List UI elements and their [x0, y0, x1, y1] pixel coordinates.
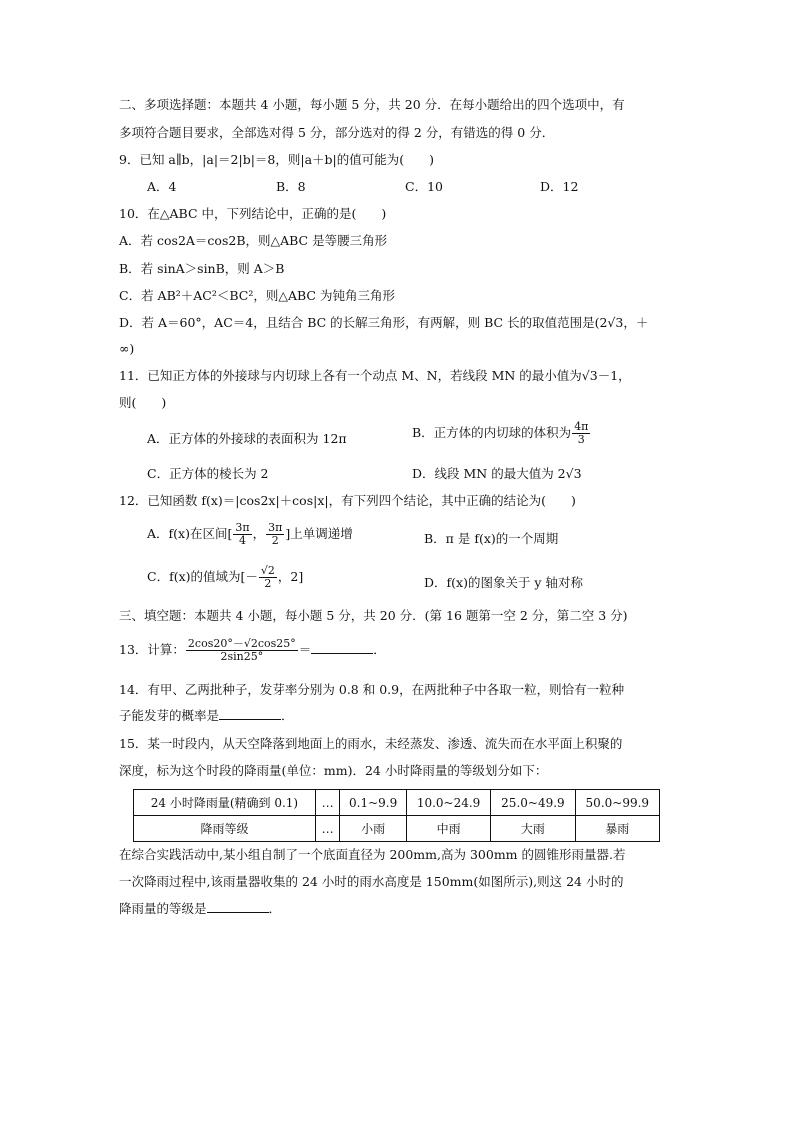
question-13: [119, 638, 386, 663]
q10-option-a: A．若 cos2A＝cos2B，则△ABC 是等腰三角形: [119, 233, 388, 248]
q12-option-c-prefix: C．f(x)的值域为[－: [147, 569, 258, 584]
question-15-line-4: 一次降雨过程中,该雨量器收集的 24 小时的雨水高度是 150mm(如图所示),则这 24 小时的: [119, 874, 624, 889]
table-cell: 50.0~99.9: [575, 790, 659, 816]
q13-equals: ＝: [298, 642, 312, 657]
table-cell: 10.0~24.9: [406, 790, 490, 816]
q11-option-d: D．线段 MN 的最大值为 2√3: [412, 466, 582, 481]
table-row: [134, 816, 660, 842]
question-15-line-2: 深度，标为这个时段的降雨量(单位：mm)．24 小时降雨量的等级划分如下：: [119, 763, 548, 778]
q12-option-a-fraction-2: [266, 522, 284, 547]
question-15-line-5: [119, 900, 281, 918]
question-11-stem-cont: 则( ): [119, 395, 167, 410]
fraction-denominator: 2: [264, 577, 272, 590]
question-15-line-1: 15．某一时段内，从天空降落到地面上的雨水，未经蒸发、渗透、流失而在水平面上积聚的: [119, 736, 623, 751]
table-cell: 暴雨: [575, 816, 659, 842]
rainfall-level-table: [133, 789, 660, 842]
q10-option-d-cont: ∞): [119, 341, 135, 356]
table-cell: 24 小时降雨量(精确到 0.1): [134, 790, 316, 816]
table-cell: …: [315, 790, 339, 816]
q14-text: 子能发芽的概率是: [119, 708, 220, 723]
q14-end: ．: [281, 708, 294, 723]
q11-option-b: [412, 421, 591, 446]
table-cell: 大雨: [491, 816, 575, 842]
q13-answer-blank[interactable]: [311, 641, 373, 654]
q12-option-c-suffix: ，2]: [277, 569, 304, 584]
fraction-denominator: 2sin25°: [220, 650, 264, 663]
q9-option-a: A．4: [147, 179, 177, 194]
q15-answer-blank[interactable]: [207, 900, 269, 913]
q10-option-d: D．若 A＝60°，AC＝4，且结合 BC 的长解三角形，有两解，则 BC 长的取值范围是(2√3，＋: [119, 315, 649, 330]
question-11-stem: 11．已知正方体的外接球与内切球上各有一个动点 M、N，若线段 MN 的最小值为√3－1，: [119, 368, 631, 383]
table-cell: …: [315, 816, 339, 842]
question-14-line-1: 14．有甲、乙两批种子，发芽率分别为 0.8 和 0.9，在两批种子中各取一粒，则恰有一粒种: [119, 682, 625, 697]
q15-end: ．: [268, 901, 282, 916]
q10-option-b: B．若 sinA＞sinB，则 A＞B: [119, 261, 285, 276]
fraction-numerator: 3π: [268, 521, 283, 534]
question-9-stem: 9．已知 a∥b，|a|＝2|b|＝8，则|a＋b|的值可能为( ): [119, 152, 434, 167]
table-cell: 小雨: [340, 816, 407, 842]
section-two-heading: 二、多项选择题：本题共 4 小题，每小题 5 分，共 20 分．在每小题给出的四个选项中，有: [119, 97, 625, 112]
q13-fraction: [186, 638, 298, 663]
q12-option-a-fraction-1: [233, 522, 251, 547]
fraction-numerator: 4π: [574, 420, 589, 433]
fraction-denominator: 2: [271, 534, 279, 547]
fraction-denominator: 3: [577, 433, 585, 446]
fraction-numerator: 2cos20°－√2cos25°: [187, 637, 296, 650]
q11-option-b-fraction: [572, 421, 590, 446]
q9-option-c: C．10: [405, 179, 443, 194]
q12-option-b: B．π 是 f(x)的一个周期: [424, 531, 559, 546]
question-10-stem: 10．在△ABC 中，下列结论中，正确的是( ): [119, 206, 387, 221]
section-two-instructions: 多项符合题目要求，全部选对得 5 分，部分选对的得 2 分，有错选的得 0 分．: [119, 125, 555, 140]
q12-option-a-separator: ，: [252, 526, 266, 541]
q12-option-a: [147, 522, 353, 547]
q14-answer-blank[interactable]: [219, 707, 281, 720]
question-12-stem: 12．已知函数 f(x)＝|cos2x|＋cos|x|，有下列四个结论，其中正确的结论为( ): [119, 493, 576, 508]
table-cell: 0.1~9.9: [340, 790, 407, 816]
fraction-denominator: 4: [238, 534, 246, 547]
q9-option-b: B．8: [276, 179, 306, 194]
fraction-numerator: √2: [260, 564, 275, 577]
table-cell: 降雨等级: [134, 816, 316, 842]
q12-option-c: [147, 565, 303, 590]
q10-option-c: C．若 AB²＋AC²＜BC²，则△ABC 为钝角三角形: [119, 288, 395, 303]
q13-prefix: 13．计算：: [119, 642, 185, 657]
table-cell: 中雨: [406, 816, 490, 842]
q12-option-a-suffix: ]上单调递增: [285, 526, 353, 541]
fraction-numerator: 3π: [235, 521, 250, 534]
table-row: [134, 790, 660, 816]
q13-end: ．: [373, 642, 386, 657]
q12-option-a-prefix: A．f(x)在区间[: [147, 526, 233, 541]
q11-option-a: A．正方体的外接球的表面积为 12π: [147, 431, 347, 446]
question-15-line-3: 在综合实践活动中,某小组自制了一个底面直径为 200mm,高为 300mm 的圆锥形雨量器.若: [119, 847, 626, 862]
table-cell: 25.0~49.9: [491, 790, 575, 816]
q15-text: 降雨量的等级是: [119, 901, 207, 916]
q12-option-d: D．f(x)的图象关于 y 轴对称: [424, 575, 583, 590]
question-14-line-2: [119, 707, 294, 725]
q11-option-c: C．正方体的棱长为 2: [147, 466, 269, 481]
q11-option-b-text: B．正方体的内切球的体积为: [412, 425, 572, 440]
section-three-heading: 三、填空题：本题共 4 小题，每小题 5 分，共 20 分．(第 16 题第一空 2 分，第二空 3 分): [119, 608, 628, 623]
q12-option-c-fraction: [259, 565, 277, 590]
q9-option-d: D．12: [540, 179, 579, 194]
